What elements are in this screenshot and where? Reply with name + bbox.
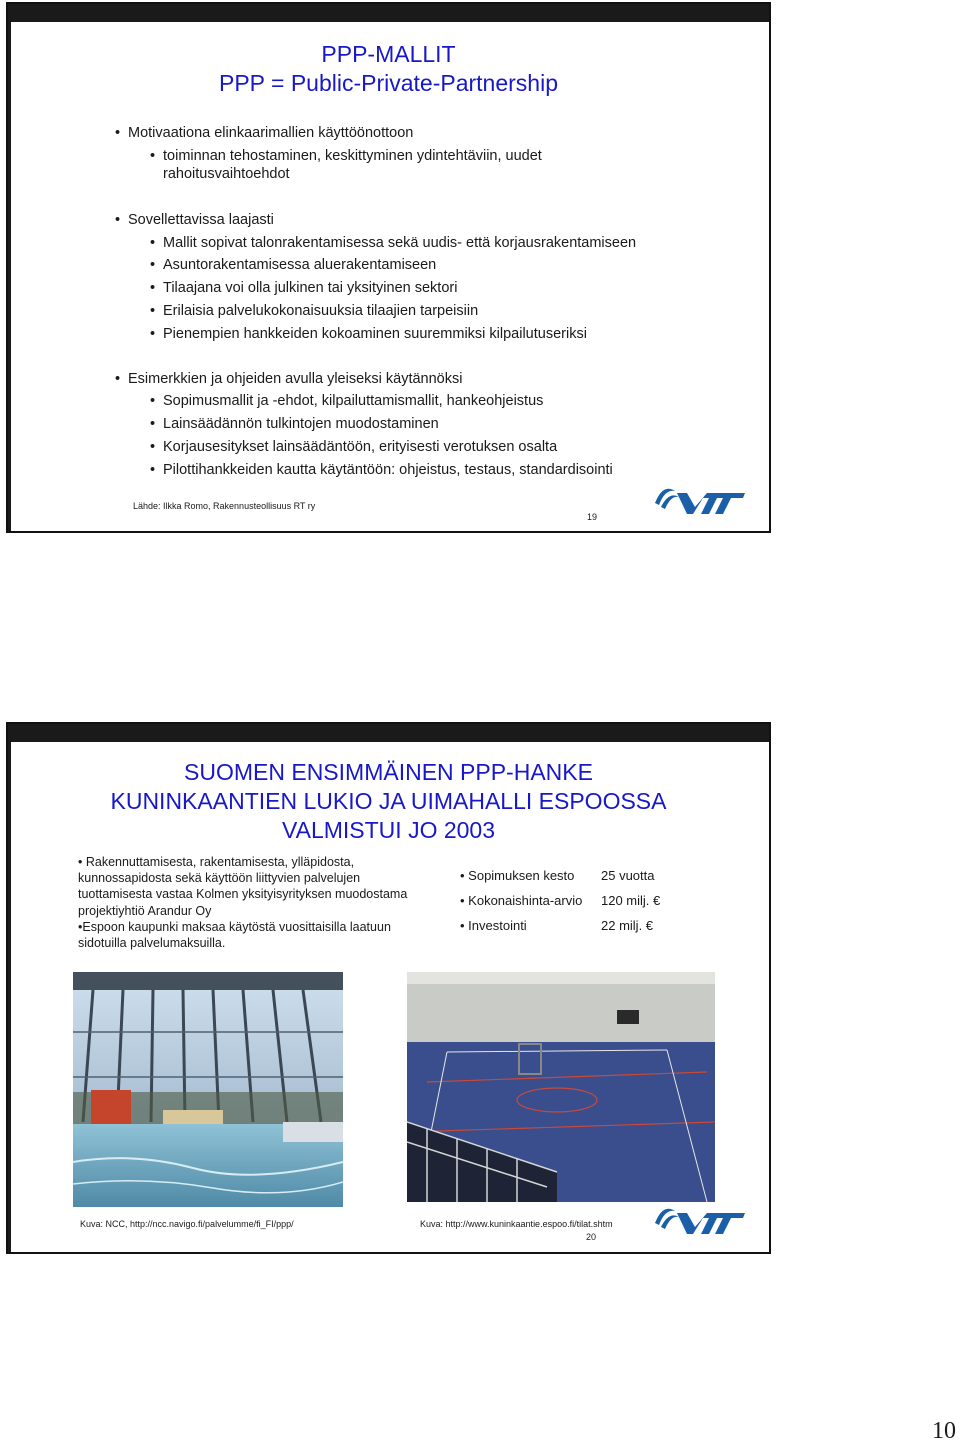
source-note: Lähde: Ilkka Romo, Rakennusteollisuus RT ry (133, 501, 316, 511)
sub-bullet: • Tilaajana voi olla julkinen tai yksityinen sektori (126, 277, 636, 300)
title-line-1: PPP-MALLIT (321, 41, 456, 67)
sports-hall-photo (407, 972, 715, 1202)
sub-bullet: • Pienempien hankkeiden kokoaminen suuremmiksi kilpailutuseriksi (126, 323, 636, 346)
bullet-applicability: • Sovellettavissa laajasti (126, 209, 636, 232)
bullet-list (126, 122, 636, 482)
fact-label: • Kokonaishinta-arvio (460, 893, 583, 908)
slide-page-number: 20 (586, 1232, 597, 1242)
spacer (126, 346, 636, 368)
vtt-logo (651, 481, 747, 517)
vtt-logo (651, 1201, 747, 1237)
slide-20 (6, 722, 771, 1254)
slide-title (8, 40, 769, 98)
slide-top-bar (8, 724, 769, 742)
title-line-3: VALMISTUI JO 2003 (281, 817, 496, 843)
title-line-2: KUNINKAANTIEN LUKIO JA UIMAHALLI ESPOOSSA (110, 788, 667, 814)
fact-value: 25 vuotta (601, 868, 655, 883)
sub-bullet: • Mallit sopivat talonrakentamisessa sekä uudis- että korjausrakentamiseen (126, 232, 636, 255)
bullet-examples: • Esimerkkien ja ohjeiden avulla yleiseksi käytännöksi (126, 368, 636, 391)
fact-value: 22 milj. € (601, 918, 654, 933)
sub-bullet: • Pilottihankkeiden kautta käytäntöön: ohjeistus, testaus, standardisointi (126, 459, 636, 482)
sub-bullet: • Erilaisia palvelukokonaisuuksia tilaajien tarpeisiin (126, 300, 636, 323)
sub-bullet: • Sopimusmallit ja -ehdot, kilpailuttamismallit, hankeohjeistus (126, 390, 636, 413)
description-paragraph: • Rakennuttamisesta, rakentamisesta, ylläpidosta, kunnossapidosta sekä käyttöön liittyvien palvelujen tuottamisesta vastaa Kolmen yksityisyrityksen muodostama projektiyhtiö Arandur Oy (78, 855, 408, 918)
slide-page-number: 19 (587, 512, 598, 522)
slide-top-bar (8, 4, 769, 22)
slide-title (8, 758, 769, 845)
description-paragraph: •Espoon kaupunki maksaa käytöstä vuosittaisilla laatuun sidotuilla palvelumaksuilla. (78, 919, 391, 951)
fact-label: • Investointi (460, 918, 527, 933)
fact-label: • Sopimuksen kesto (460, 868, 575, 883)
title-line-1: SUOMEN ENSIMMÄINEN PPP-HANKE (184, 759, 593, 785)
photo-caption-left: Kuva: NCC, http://ncc.navigo.fi/palvelumme/fi_FI/ppp/ (80, 1219, 294, 1229)
title-line-2: PPP = Public-Private-Partnership (219, 70, 558, 96)
swimming-hall-photo (73, 972, 343, 1207)
sub-bullet: • Korjausesitykset lainsäädäntöön, erityisesti verotuksen osalta (126, 436, 636, 459)
fact-value: 120 milj. € (601, 893, 661, 908)
slide-19 (6, 2, 771, 533)
sub-bullet: • Lainsäädännön tulkintojen muodostaminen (126, 413, 636, 436)
spacer (126, 183, 636, 209)
project-description (78, 854, 418, 951)
sub-bullet: • toiminnan tehostaminen, keskittyminen ydintehtäviin, uudet rahoitusvaihtoehdot (126, 147, 583, 183)
bullet-motivation: • Motivaationa elinkaarimallien käyttöönottoon (126, 122, 636, 145)
sub-bullet: • Asuntorakentamisessa aluerakentamiseen (126, 254, 636, 277)
document-page-number: 10 (932, 1418, 956, 1444)
photo-caption-right: Kuva: http://www.kuninkaantie.espoo.fi/tilat.shtm (420, 1219, 613, 1229)
